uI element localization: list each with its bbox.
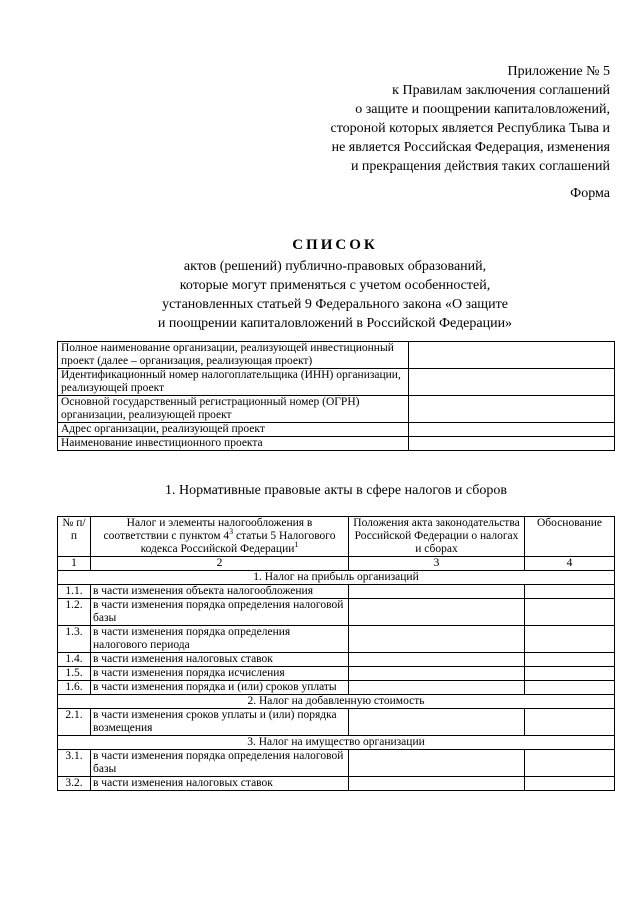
row-element: в части изменения налоговых ставок <box>91 777 349 791</box>
row-number: 1.3. <box>58 626 91 653</box>
table-header-row <box>58 517 615 557</box>
table-row <box>58 626 615 653</box>
row-element: в части изменения порядка определения налоговой базы <box>91 599 349 626</box>
section-title: 1. Нормативные правовые акты в сфере налогов и сборов <box>164 483 508 498</box>
row-basis-cell[interactable] <box>525 750 615 777</box>
row-element: в части изменения объекта налогообложения <box>91 585 349 599</box>
table-row <box>58 667 615 681</box>
section-heading: 3. Налог на имущество организации <box>58 736 615 750</box>
row-position-cell[interactable] <box>349 681 525 695</box>
table-section-row <box>58 736 615 750</box>
appendix-line: стороной которых является Республика Тыва и <box>330 121 610 136</box>
row-position-cell[interactable] <box>349 585 525 599</box>
title-line: которые могут применяться с учетом особенностей, <box>179 278 491 293</box>
document-title <box>100 236 570 333</box>
row-element: в части изменения порядка и (или) сроков уплаты <box>91 681 349 695</box>
row-number: 1.1. <box>58 585 91 599</box>
org-label: Основной государственный регистрационный номер (ОГРН) организации, реализующей проект <box>58 396 409 423</box>
org-row <box>58 369 615 396</box>
table-row <box>58 653 615 667</box>
row-element: в части изменения порядка исчисления <box>91 667 349 681</box>
row-basis-cell[interactable] <box>525 599 615 626</box>
table-section-row <box>58 571 615 585</box>
row-number: 1.5. <box>58 667 91 681</box>
header-element-text: Налог и элементы налогообложения в соответствии с пунктом 4 <box>103 517 313 542</box>
column-index: 2 <box>91 557 349 571</box>
table-row <box>58 585 615 599</box>
row-position-cell[interactable] <box>349 667 525 681</box>
org-label: Идентификационный номер налогоплательщика (ИНН) организации, реализующей проект <box>58 369 409 396</box>
column-index: 3 <box>349 557 525 571</box>
row-position-cell[interactable] <box>349 709 525 736</box>
org-value[interactable] <box>409 437 615 451</box>
row-element: в части изменения налоговых ставок <box>91 653 349 667</box>
header-position: Положения акта законодательства Российской Федерации о налогах и сборах <box>349 517 525 557</box>
title-line: актов (решений) публично-правовых образований, <box>183 259 487 274</box>
form-label: Форма <box>570 186 610 201</box>
tax-acts-table <box>57 516 615 791</box>
header-element-text: статьи 5 Налогового кодекса Российской Федерации <box>140 530 336 555</box>
row-number: 3.2. <box>58 777 91 791</box>
row-basis-cell[interactable] <box>525 653 615 667</box>
row-basis-cell[interactable] <box>525 777 615 791</box>
org-row <box>58 423 615 437</box>
header-basis: Обоснование <box>525 517 615 557</box>
table-row <box>58 599 615 626</box>
appendix-line: Приложение № 5 <box>507 64 610 79</box>
appendix-line: к Правилам заключения соглашений <box>392 83 610 98</box>
header-num: № п/п <box>58 517 91 557</box>
title-line: и поощрении капиталовложений в Российской Федерации» <box>157 316 513 331</box>
organization-info-table <box>57 341 615 451</box>
appendix-line: о защите и поощрении капиталовложений, <box>355 102 610 117</box>
row-element: в части изменения порядка определения налоговой базы <box>91 750 349 777</box>
table-row <box>58 777 615 791</box>
row-position-cell[interactable] <box>349 750 525 777</box>
org-value[interactable] <box>409 369 615 396</box>
org-value[interactable] <box>409 396 615 423</box>
table-row <box>58 750 615 777</box>
row-basis-cell[interactable] <box>525 709 615 736</box>
header-element-sup: 3 <box>229 527 234 537</box>
row-number: 1.2. <box>58 599 91 626</box>
appendix-header <box>280 62 610 176</box>
row-basis-cell[interactable] <box>525 681 615 695</box>
table-row <box>58 709 615 736</box>
org-value[interactable] <box>409 342 615 369</box>
appendix-line: не является Российская Федерация, изменения <box>331 140 610 155</box>
org-label: Наименование инвестиционного проекта <box>58 437 409 451</box>
org-row <box>58 437 615 451</box>
org-row <box>58 396 615 423</box>
row-number: 1.6. <box>58 681 91 695</box>
org-label: Адрес организации, реализующей проект <box>58 423 409 437</box>
row-element: в части изменения сроков уплаты и (или) порядка возмещения <box>91 709 349 736</box>
row-position-cell[interactable] <box>349 777 525 791</box>
column-index: 1 <box>58 557 91 571</box>
footnote-marker: 1 <box>294 540 299 550</box>
table-row <box>58 681 615 695</box>
row-number: 2.1. <box>58 709 91 736</box>
org-label: Полное наименование организации, реализующей инвестиционный проект (далее – организация, реализующая проект) <box>58 342 409 369</box>
appendix-line: и прекращения действия таких соглашений <box>350 159 610 174</box>
row-position-cell[interactable] <box>349 653 525 667</box>
header-element <box>91 517 349 557</box>
section-heading: 1. Налог на прибыль организаций <box>58 571 615 585</box>
row-number: 3.1. <box>58 750 91 777</box>
section-heading: 2. Налог на добавленную стоимость <box>58 695 615 709</box>
org-row <box>58 342 615 369</box>
title-heading: СПИСОК <box>292 237 378 253</box>
column-index: 4 <box>525 557 615 571</box>
table-section-row <box>58 695 615 709</box>
row-position-cell[interactable] <box>349 626 525 653</box>
row-basis-cell[interactable] <box>525 626 615 653</box>
title-line: установленных статьей 9 Федерального закона «О защите <box>162 297 508 312</box>
row-basis-cell[interactable] <box>525 667 615 681</box>
row-position-cell[interactable] <box>349 599 525 626</box>
row-element: в части изменения порядка определения налогового периода <box>91 626 349 653</box>
org-value[interactable] <box>409 423 615 437</box>
row-number: 1.4. <box>58 653 91 667</box>
row-basis-cell[interactable] <box>525 585 615 599</box>
column-index-row <box>58 557 615 571</box>
